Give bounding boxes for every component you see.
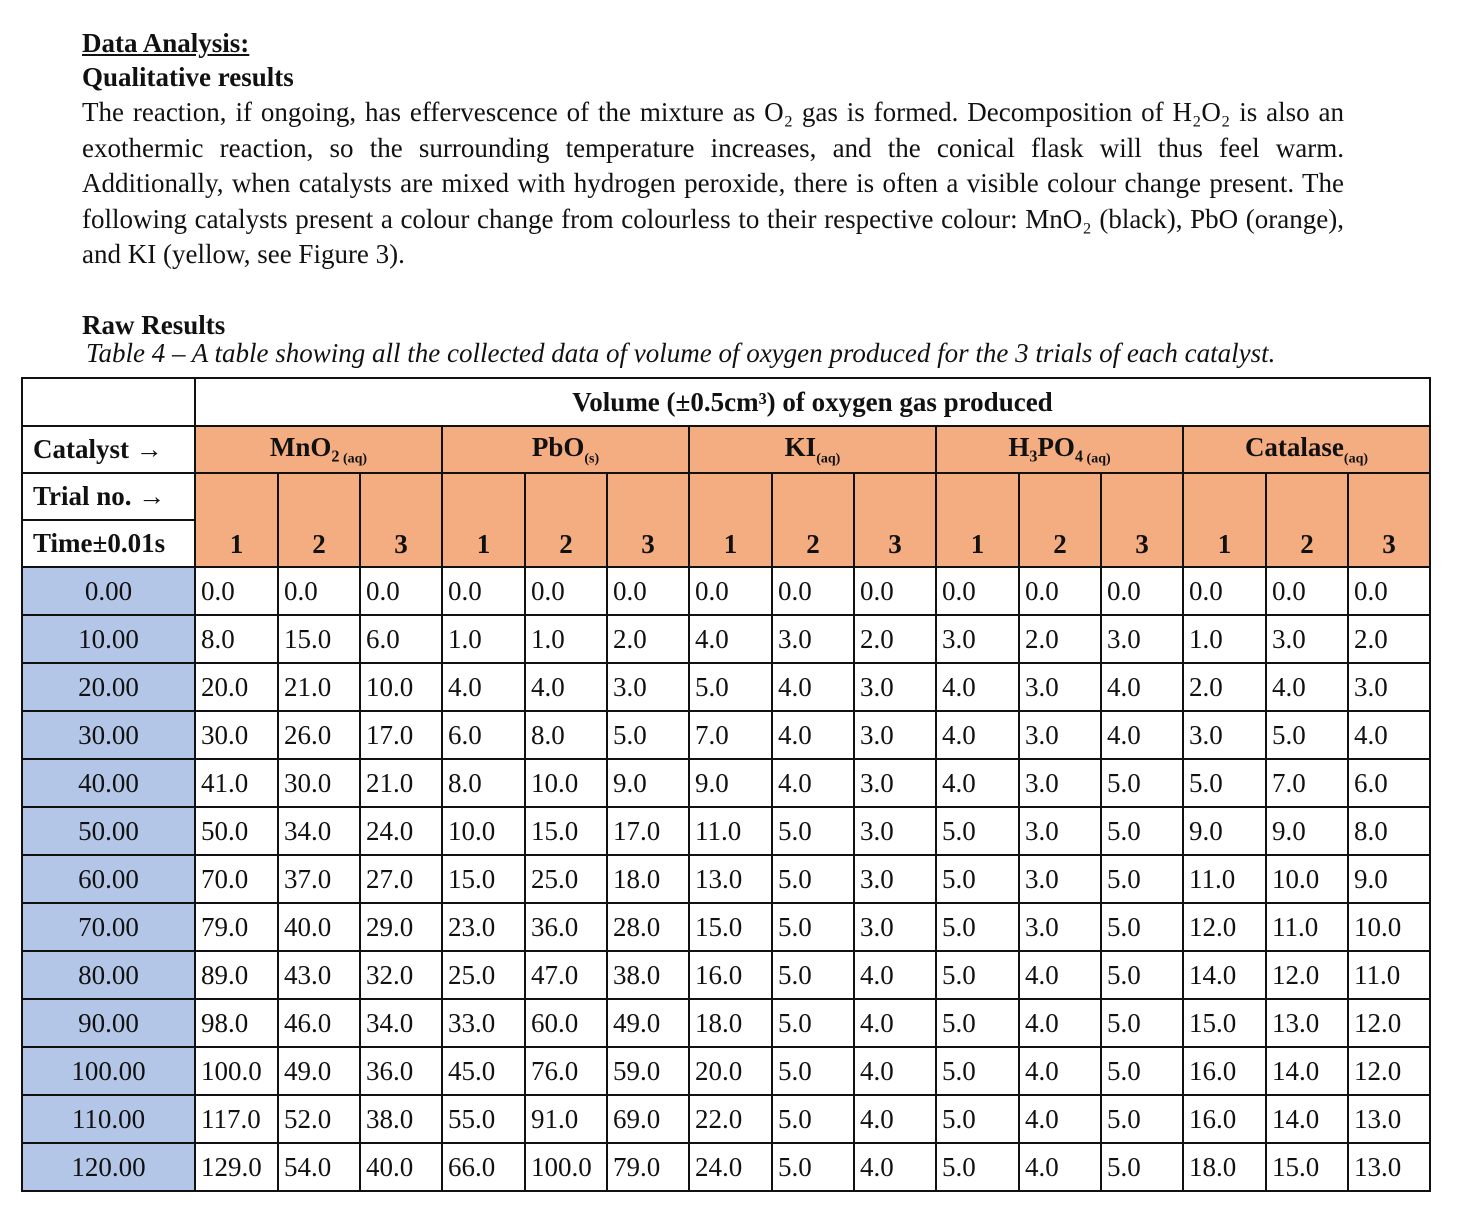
volume-cell: 4.0 xyxy=(1101,663,1183,711)
volume-cell: 79.0 xyxy=(607,1143,689,1191)
volume-cell: 14.0 xyxy=(1266,1047,1348,1095)
volume-cell: 13.0 xyxy=(689,855,772,903)
volume-cell: 3.0 xyxy=(854,807,936,855)
catalyst-name: Catalase xyxy=(1244,431,1344,462)
volume-cell: 4.0 xyxy=(1266,663,1348,711)
table-row xyxy=(22,1095,1430,1143)
volume-cell: 5.0 xyxy=(607,711,689,759)
document xyxy=(82,26,1344,340)
section-heading: Data Analysis: xyxy=(82,28,250,58)
table-row xyxy=(22,615,1430,663)
volume-cell: 5.0 xyxy=(1266,711,1348,759)
volume-cell: 5.0 xyxy=(1101,951,1183,999)
volume-cell: 3.0 xyxy=(1019,663,1101,711)
volume-cell: 14.0 xyxy=(1266,1095,1348,1143)
time-cell: 80.00 xyxy=(22,951,195,999)
volume-cell: 13.0 xyxy=(1348,1143,1430,1191)
volume-cell: 100.0 xyxy=(195,1047,278,1095)
volume-cell: 36.0 xyxy=(360,1047,442,1095)
volume-cell: 5.0 xyxy=(1101,855,1183,903)
volume-cell: 38.0 xyxy=(607,951,689,999)
volume-cell: 4.0 xyxy=(936,663,1019,711)
catalyst-state: (s) xyxy=(584,451,600,467)
volume-cell: 5.0 xyxy=(772,855,854,903)
volume-cell: 9.0 xyxy=(1183,807,1266,855)
volume-cell: 10.0 xyxy=(525,759,607,807)
volume-cell: 28.0 xyxy=(607,903,689,951)
volume-cell: 15.0 xyxy=(278,615,360,663)
catalyst-label: Catalyst → xyxy=(22,426,195,473)
catalyst-header xyxy=(195,426,442,473)
volume-cell: 13.0 xyxy=(1348,1095,1430,1143)
volume-cell: 5.0 xyxy=(936,1143,1019,1191)
volume-cell: 9.0 xyxy=(1266,807,1348,855)
catalyst-header xyxy=(442,426,689,473)
volume-cell: 24.0 xyxy=(360,807,442,855)
volume-cell: 20.0 xyxy=(195,663,278,711)
volume-cell: 76.0 xyxy=(525,1047,607,1095)
volume-cell: 9.0 xyxy=(689,759,772,807)
volume-cell: 59.0 xyxy=(607,1047,689,1095)
volume-cell: 5.0 xyxy=(1101,903,1183,951)
volume-cell: 4.0 xyxy=(854,1095,936,1143)
volume-cell: 8.0 xyxy=(195,615,278,663)
volume-cell: 5.0 xyxy=(772,1095,854,1143)
volume-cell: 17.0 xyxy=(607,807,689,855)
volume-cell: 38.0 xyxy=(360,1095,442,1143)
volume-cell: 30.0 xyxy=(278,759,360,807)
trial-number: 1 xyxy=(442,473,525,567)
volume-cell: 55.0 xyxy=(442,1095,525,1143)
volume-cell: 16.0 xyxy=(1183,1047,1266,1095)
volume-cell: 25.0 xyxy=(525,855,607,903)
volume-cell: 54.0 xyxy=(278,1143,360,1191)
time-cell: 30.00 xyxy=(22,711,195,759)
volume-cell: 21.0 xyxy=(360,759,442,807)
volume-cell: 5.0 xyxy=(1101,759,1183,807)
volume-cell: 2.0 xyxy=(854,615,936,663)
volume-cell: 5.0 xyxy=(936,951,1019,999)
volume-cell: 45.0 xyxy=(442,1047,525,1095)
trial-label: Trial no. → xyxy=(22,473,195,520)
table-caption: Table 4 – A table showing all the collected data of volume of oxygen produced for the 3 trials of each catalyst. xyxy=(86,338,1276,368)
time-cell: 120.00 xyxy=(22,1143,195,1191)
volume-cell: 33.0 xyxy=(442,999,525,1047)
volume-cell: 5.0 xyxy=(772,903,854,951)
volume-cell: 66.0 xyxy=(442,1143,525,1191)
volume-cell: 4.0 xyxy=(936,759,1019,807)
volume-cell: 0.0 xyxy=(607,567,689,615)
volume-cell: 4.0 xyxy=(1019,1095,1101,1143)
volume-cell: 15.0 xyxy=(525,807,607,855)
volume-cell: 3.0 xyxy=(854,663,936,711)
volume-cell: 5.0 xyxy=(936,807,1019,855)
catalyst-name: KI xyxy=(784,431,817,462)
table-row xyxy=(22,1047,1430,1095)
volume-cell: 0.0 xyxy=(360,567,442,615)
volume-cell: 1.0 xyxy=(1183,615,1266,663)
volume-cell: 34.0 xyxy=(360,999,442,1047)
volume-cell: 11.0 xyxy=(1348,951,1430,999)
volume-cell: 37.0 xyxy=(278,855,360,903)
volume-cell: 4.0 xyxy=(772,759,854,807)
raw-results-heading: Raw Results xyxy=(82,310,226,340)
volume-cell: 5.0 xyxy=(1183,759,1266,807)
volume-cell: 3.0 xyxy=(854,903,936,951)
catalyst-state: (aq) xyxy=(339,451,368,467)
volume-cell: 0.0 xyxy=(278,567,360,615)
volume-cell: 3.0 xyxy=(1183,711,1266,759)
table-row xyxy=(22,951,1430,999)
catalyst-state: (aq) xyxy=(816,451,841,467)
volume-cell: 10.0 xyxy=(442,807,525,855)
volume-cell: 79.0 xyxy=(195,903,278,951)
volume-cell: 10.0 xyxy=(1348,903,1430,951)
volume-header: Volume (±0.5cm³) of oxygen gas produced xyxy=(195,378,1430,426)
trial-number: 3 xyxy=(854,473,936,567)
catalyst-header xyxy=(689,426,936,473)
time-cell: 90.00 xyxy=(22,999,195,1047)
volume-cell: 3.0 xyxy=(1019,903,1101,951)
volume-cell: 4.0 xyxy=(442,663,525,711)
trial-number: 2 xyxy=(1266,473,1348,567)
volume-cell: 11.0 xyxy=(1266,903,1348,951)
volume-cell: 5.0 xyxy=(1101,1143,1183,1191)
volume-cell: 40.0 xyxy=(278,903,360,951)
time-label: Time±0.01s xyxy=(22,520,195,567)
time-cell: 50.00 xyxy=(22,807,195,855)
table-row xyxy=(22,1143,1430,1191)
volume-cell: 5.0 xyxy=(772,1047,854,1095)
volume-cell: 14.0 xyxy=(1183,951,1266,999)
volume-cell: 5.0 xyxy=(772,807,854,855)
volume-cell: 4.0 xyxy=(1019,1047,1101,1095)
volume-cell: 0.0 xyxy=(1266,567,1348,615)
volume-cell: 0.0 xyxy=(689,567,772,615)
volume-cell: 8.0 xyxy=(525,711,607,759)
volume-cell: 5.0 xyxy=(936,1047,1019,1095)
volume-cell: 3.0 xyxy=(1101,615,1183,663)
trial-number: 1 xyxy=(1183,473,1266,567)
time-cell: 20.00 xyxy=(22,663,195,711)
volume-cell: 18.0 xyxy=(1183,1143,1266,1191)
volume-cell: 4.0 xyxy=(1348,711,1430,759)
volume-cell: 1.0 xyxy=(525,615,607,663)
volume-cell: 5.0 xyxy=(772,1143,854,1191)
time-cell: 10.00 xyxy=(22,615,195,663)
volume-cell: 3.0 xyxy=(1348,663,1430,711)
volume-cell: 1.0 xyxy=(442,615,525,663)
volume-cell: 4.0 xyxy=(854,1143,936,1191)
table-row xyxy=(22,663,1430,711)
volume-cell: 16.0 xyxy=(689,951,772,999)
volume-cell: 3.0 xyxy=(854,759,936,807)
volume-cell: 15.0 xyxy=(689,903,772,951)
subsection-heading: Qualitative results xyxy=(82,62,294,92)
volume-cell: 18.0 xyxy=(607,855,689,903)
volume-cell: 34.0 xyxy=(278,807,360,855)
time-cell: 110.00 xyxy=(22,1095,195,1143)
volume-cell: 9.0 xyxy=(607,759,689,807)
volume-cell: 3.0 xyxy=(854,711,936,759)
volume-cell: 6.0 xyxy=(1348,759,1430,807)
volume-cell: 22.0 xyxy=(689,1095,772,1143)
trial-number: 2 xyxy=(525,473,607,567)
volume-cell: 3.0 xyxy=(772,615,854,663)
volume-cell: 16.0 xyxy=(1183,1095,1266,1143)
volume-cell: 27.0 xyxy=(360,855,442,903)
volume-cell: 12.0 xyxy=(1183,903,1266,951)
volume-cell: 6.0 xyxy=(442,711,525,759)
volume-cell: 15.0 xyxy=(442,855,525,903)
trial-number: 3 xyxy=(1101,473,1183,567)
time-cell: 100.00 xyxy=(22,1047,195,1095)
volume-cell: 49.0 xyxy=(278,1047,360,1095)
trial-number: 2 xyxy=(1019,473,1101,567)
volume-cell: 4.0 xyxy=(1019,951,1101,999)
volume-cell: 4.0 xyxy=(772,663,854,711)
volume-cell: 4.0 xyxy=(689,615,772,663)
volume-cell: 52.0 xyxy=(278,1095,360,1143)
volume-cell: 4.0 xyxy=(525,663,607,711)
volume-cell: 5.0 xyxy=(689,663,772,711)
volume-cell: 69.0 xyxy=(607,1095,689,1143)
volume-cell: 5.0 xyxy=(936,999,1019,1047)
volume-cell: 129.0 xyxy=(195,1143,278,1191)
trial-number: 2 xyxy=(278,473,360,567)
volume-cell: 0.0 xyxy=(772,567,854,615)
volume-cell: 29.0 xyxy=(360,903,442,951)
volume-cell: 9.0 xyxy=(1348,855,1430,903)
volume-cell: 5.0 xyxy=(1101,999,1183,1047)
volume-cell: 23.0 xyxy=(442,903,525,951)
catalyst-name: H₃PO₄ xyxy=(1008,431,1084,462)
volume-cell: 8.0 xyxy=(442,759,525,807)
catalyst-name: MnO₂ xyxy=(269,431,340,462)
catalyst-state: (aq) xyxy=(1343,451,1369,467)
table-row xyxy=(22,711,1430,759)
catalyst-name: PbO xyxy=(531,431,585,462)
trial-number: 3 xyxy=(1348,473,1430,567)
volume-cell: 3.0 xyxy=(1019,759,1101,807)
volume-cell: 0.0 xyxy=(1101,567,1183,615)
volume-cell: 24.0 xyxy=(689,1143,772,1191)
volume-cell: 4.0 xyxy=(1101,711,1183,759)
volume-cell: 4.0 xyxy=(1019,999,1101,1047)
volume-cell: 5.0 xyxy=(1101,807,1183,855)
volume-cell: 0.0 xyxy=(525,567,607,615)
volume-cell: 0.0 xyxy=(1348,567,1430,615)
volume-cell: 6.0 xyxy=(360,615,442,663)
volume-cell: 12.0 xyxy=(1348,999,1430,1047)
volume-cell: 17.0 xyxy=(360,711,442,759)
qualitative-paragraph: The reaction, if ongoing, has effervescence of the mixture as O₂ gas is formed. Decomposition of H₂O₂ is also an exothermic reaction, so the surrounding temperature increases, and the conical flask will thus feel warm. Additionally, when catalysts are mixed with hydrogen peroxide, there is often a visible colour change present. The following catalysts present a colour change from colourless to their respective colour: MnO₂ (black), PbO (orange), and KI (yellow, see Figure 3). xyxy=(82,97,1344,270)
volume-cell: 98.0 xyxy=(195,999,278,1047)
catalyst-state: (aq) xyxy=(1083,451,1111,467)
volume-cell: 8.0 xyxy=(1348,807,1430,855)
volume-cell: 3.0 xyxy=(936,615,1019,663)
volume-cell: 50.0 xyxy=(195,807,278,855)
trial-number: 1 xyxy=(689,473,772,567)
volume-cell: 2.0 xyxy=(1348,615,1430,663)
volume-cell: 3.0 xyxy=(1266,615,1348,663)
trial-number: 1 xyxy=(195,473,278,567)
volume-cell: 4.0 xyxy=(854,951,936,999)
table-row xyxy=(22,855,1430,903)
volume-cell: 40.0 xyxy=(360,1143,442,1191)
trial-number: 2 xyxy=(772,473,854,567)
volume-cell: 46.0 xyxy=(278,999,360,1047)
volume-cell: 3.0 xyxy=(1019,855,1101,903)
volume-cell: 4.0 xyxy=(772,711,854,759)
table-row xyxy=(22,759,1430,807)
volume-cell: 10.0 xyxy=(360,663,442,711)
volume-cell: 5.0 xyxy=(936,855,1019,903)
volume-cell: 4.0 xyxy=(936,711,1019,759)
volume-cell: 0.0 xyxy=(1183,567,1266,615)
volume-cell: 12.0 xyxy=(1266,951,1348,999)
time-cell: 0.00 xyxy=(22,567,195,615)
volume-cell: 36.0 xyxy=(525,903,607,951)
table-row xyxy=(22,999,1430,1047)
volume-cell: 41.0 xyxy=(195,759,278,807)
volume-cell: 26.0 xyxy=(278,711,360,759)
volume-cell: 30.0 xyxy=(195,711,278,759)
volume-cell: 21.0 xyxy=(278,663,360,711)
volume-cell: 3.0 xyxy=(1019,711,1101,759)
trial-number: 3 xyxy=(360,473,442,567)
volume-cell: 10.0 xyxy=(1266,855,1348,903)
volume-cell: 13.0 xyxy=(1266,999,1348,1047)
volume-cell: 2.0 xyxy=(1183,663,1266,711)
volume-cell: 89.0 xyxy=(195,951,278,999)
volume-cell: 15.0 xyxy=(1266,1143,1348,1191)
volume-cell: 2.0 xyxy=(1019,615,1101,663)
trial-number: 1 xyxy=(936,473,1019,567)
volume-cell: 5.0 xyxy=(772,951,854,999)
volume-cell: 32.0 xyxy=(360,951,442,999)
volume-cell: 60.0 xyxy=(525,999,607,1047)
volume-cell: 0.0 xyxy=(1019,567,1101,615)
volume-cell: 5.0 xyxy=(1101,1095,1183,1143)
volume-cell: 0.0 xyxy=(936,567,1019,615)
volume-cell: 5.0 xyxy=(772,999,854,1047)
volume-cell: 43.0 xyxy=(278,951,360,999)
volume-cell: 0.0 xyxy=(442,567,525,615)
time-cell: 40.00 xyxy=(22,759,195,807)
volume-cell: 2.0 xyxy=(607,615,689,663)
volume-cell: 47.0 xyxy=(525,951,607,999)
table-row xyxy=(22,903,1430,951)
table-row xyxy=(22,567,1430,615)
results-table xyxy=(21,377,1431,1192)
volume-cell: 91.0 xyxy=(525,1095,607,1143)
volume-cell: 0.0 xyxy=(195,567,278,615)
volume-cell: 20.0 xyxy=(689,1047,772,1095)
volume-cell: 7.0 xyxy=(1266,759,1348,807)
volume-cell: 3.0 xyxy=(607,663,689,711)
volume-cell: 15.0 xyxy=(1183,999,1266,1047)
volume-cell: 4.0 xyxy=(854,999,936,1047)
catalyst-header xyxy=(1183,426,1430,473)
volume-cell: 100.0 xyxy=(525,1143,607,1191)
time-cell: 60.00 xyxy=(22,855,195,903)
volume-cell: 4.0 xyxy=(854,1047,936,1095)
volume-cell: 5.0 xyxy=(936,1095,1019,1143)
volume-cell: 18.0 xyxy=(689,999,772,1047)
volume-cell: 4.0 xyxy=(1019,1143,1101,1191)
volume-cell: 117.0 xyxy=(195,1095,278,1143)
volume-cell: 25.0 xyxy=(442,951,525,999)
volume-cell: 3.0 xyxy=(854,855,936,903)
catalyst-header xyxy=(936,426,1183,473)
volume-cell: 49.0 xyxy=(607,999,689,1047)
volume-cell: 0.0 xyxy=(854,567,936,615)
volume-cell: 11.0 xyxy=(689,807,772,855)
volume-cell: 5.0 xyxy=(936,903,1019,951)
trial-number: 3 xyxy=(607,473,689,567)
volume-cell: 3.0 xyxy=(1019,807,1101,855)
corner-cell xyxy=(22,378,195,426)
volume-cell: 70.0 xyxy=(195,855,278,903)
volume-cell: 11.0 xyxy=(1183,855,1266,903)
time-cell: 70.00 xyxy=(22,903,195,951)
volume-cell: 12.0 xyxy=(1348,1047,1430,1095)
volume-cell: 7.0 xyxy=(689,711,772,759)
table-row xyxy=(22,807,1430,855)
volume-cell: 5.0 xyxy=(1101,1047,1183,1095)
